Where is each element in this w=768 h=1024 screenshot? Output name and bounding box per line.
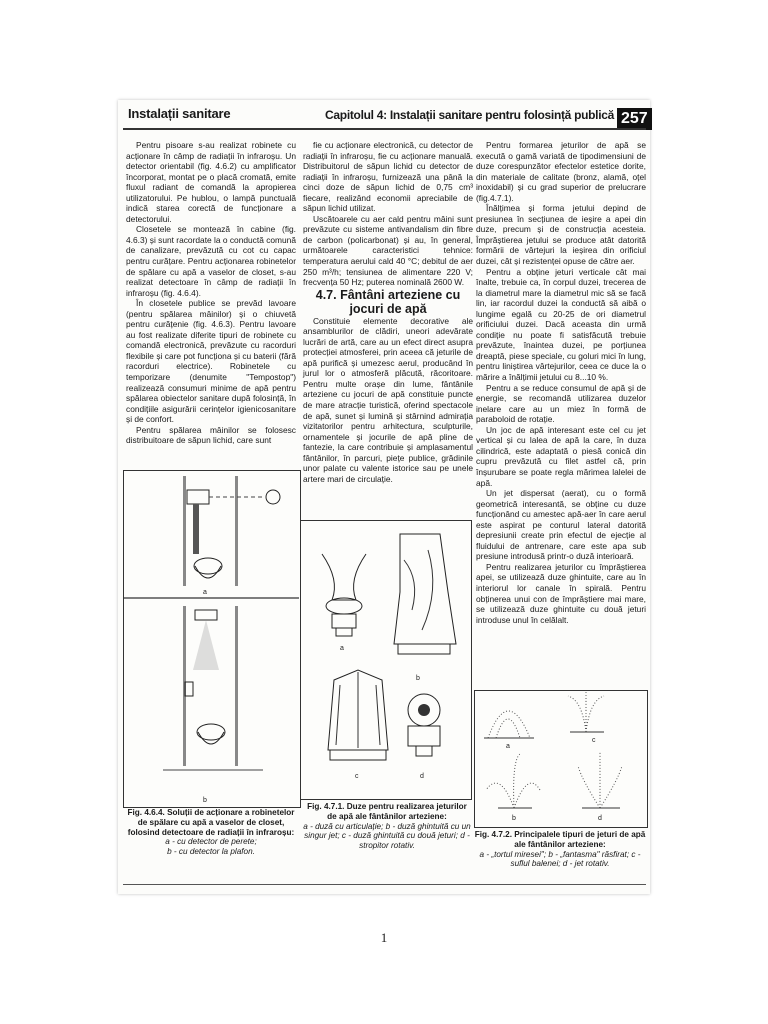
figure-4-7-1-caption [302,802,472,851]
header-rule [123,128,646,130]
paragraph: Înălțimea și forma jetului depind de presiunea în secțiunea de ieșire a apei din duze, precum și de construcția acesteia. Împrăștierea jetului se produce atât datorită formării de vârtejuri la ieșirea din orificiul duzei, cât și rezistenței opuse de către aer. [476,203,646,267]
paragraph: Pentru pisoare s-au realizat robinete cu acționare în câmp de radiații în infraroșu. Un detector orientabil (fig. 4.6.2) cu amplificator încorporat, montat pe o placă cromată, emite fluxul radiant de comandă la apropierea utilizatorului. Pe hublou, o lampă punctuală indică starea corectă de funcționare a detectorului. [126,140,296,224]
text-column-3 [476,140,646,625]
paragraph: Un jet dispersat (aerat), cu o formă geometrică interesantă, se obține cu duze funcționând cu amestec apă-aer în care aerul este aspirat pe conturul lateral datorită depresiunii create prin efectul de ejecție al fluidului de antrenare, care este apa sub presiune introdusă printr-o duză interioară. [476,488,646,562]
figure-4-6-4-caption [126,808,296,857]
running-header-right: Capitolul 4: Instalații sanitare pentru folosință publică [325,108,614,122]
caption-item: a - „tortul miresei"; b - „fantasma" răsfirat; c - suflul balenei; d - jet rotativ. [479,849,641,869]
figure-label-a: a [203,589,207,596]
figure-4-7-1-drawing [300,520,470,798]
figure-4-6-4-drawing [123,470,299,806]
figure-label-a: a [506,743,510,750]
figure-label-b: b [203,797,207,804]
figure-label-c: c [355,773,359,780]
caption-title: Fig. 4.6.4. Soluții de acționare a robinetelor de spălare cu apă a vaselor de closet, folosind detectoare de radiații în infraroșu: [127,808,295,837]
figure-4-7-2-drawing [474,690,646,826]
paragraph: În closetele publice se prevăd lavoare (pentru spălarea mâinilor) și o chiuvetă pentru curățenie (fig. 4.6.3). Pentru lavoare au fost realizate diferite tipuri de robinete cu comandă electronică, prevăzute cu racorduri flexibile și care pot funcționa și cu baterii (fără racorduri electrice). Robinetele cu temporizare (denumite "Tempostop") realizează consumuri minime de apă pentru spălarea obiectelor sanitare după folosință, în condițiile asigurării cerințelor igienicosanitare și de confort. [126,298,296,425]
section-title: 4.7. Fântâni arteziene cu jocuri de apă [315,287,461,316]
paragraph: Pentru formarea jeturilor de apă se execută o gamă variată de tipodimensiuni de duze corespunzător efectelor estetice dorite, din materiale de calitate (bronz, alamă, oțel inoxidabil) și cu grad superior de prelucrare (fig.4.7.1). [476,140,646,203]
footer-rule [123,884,646,885]
figure-label-a: a [340,645,344,652]
caption-item: b - cu detector la plafon. [167,847,255,857]
paragraph: Pentru spălarea mâinilor se folosesc distribuitoare de săpun lichid, care sunt [126,424,296,446]
paragraph: fie cu acționare electronică, cu detector de radiații în infraroșu, fie cu acționare manuală. Distribuitorul de săpun lichid cu detector de radiații în infraroșu, furnizează una până la cinci doze de săpun lichid de 0,75 cm³ fiecare, realizând economii apreciabile de săpun lichid utilizat. [303,140,473,214]
paragraph: Pentru realizarea jeturilor cu împrăștierea apei, se utilizează duze ghintuite, care au în interiorul lor canale în spirală. Pentru obținerea unui con de împrăștiere mai mare, se utilizează duze ghintuite cu două jeturi introduse unul în celălalt. [476,561,646,625]
paragraph: Constituie elemente decorative ale ansamblurilor de clădiri, uneori adevărate lucrări de artă, care au un efect direct asupra protecției atmosferei, prin aceea că jeturile de apă purifică și umezesc aerul, producând în jurul lor o atmosferă plăcută, răcoritoare. Pentru multe orașe din lume, fântânile arteziene cu jocuri de apă constituie puncte de mare atracție turistică, oferind spectacole de apă, sunet și lumină și stârnind admirația vizitatorilor pentru arhitectura, sculpturile, ornamentele și jocurile de apă pline de fantezie, la care contribuie și amplasamentul fântânilor, în parcuri, piețe publice, grădinile unor palate cu valente istorice sau pe unele artere mari de circulație. [303,315,473,484]
footer-page-number: 1 [380,930,388,945]
paragraph: Closetele se montează în cabine (fig. 4.6.3) și sunt racordate la o conductă comună de canalizare, prevăzută cu cot cu capac pentru curățare. Pentru acționarea robinetelor de spălare cu apă a vaselor de closet, s-au realizat detectoare în câmp de radiații în infraroșu (fig. 4.6.4). [126,224,296,298]
caption-title: Fig. 4.7.2. Principalele tipuri de jeturi de apă ale fântânilor arteziene: [474,830,646,849]
figure-label-c: c [592,737,596,744]
text-column-1 [126,140,296,446]
paragraph: Uscătoarele cu aer cald pentru mâini sunt prevăzute cu sisteme antivandalism din fibre de carbon (policarbonat) și au, în general, următoarele caracteristici tehnice: temperatura aerului cald 40 °C; debitul de aer 250 m³/h; tensiunea de alimentare 220 V; frecvența 50 Hz; puterea nominală 2600 W. [303,213,473,288]
running-header-left: Instalații sanitare [128,106,231,121]
page-number-badge: 257 [617,108,652,130]
figure-label-b: b [512,815,516,822]
figure-label-b: b [416,675,420,682]
caption-item: a - cu detector de perete; [165,837,257,847]
figure-label-d: d [420,773,424,780]
figure-label-d: d [598,815,602,822]
paragraph: Pentru a obține jeturi verticale cât mai înalte, trebuie ca, în corpul duzei, trecerea de la diametrul mare la diametrul mic să se facă lin, iar racordul duzei la conductă să aibă o lungime egală cu 20-25 de ori diametrul orificiului duzei. Dacă aceasta din urmă condiție nu poate fi satisfăcută trebuie prevăzute, înaintea duzei, pe porțiunea dreaptă, piese speciale, cu goluri mici în lung, pentru liniștirea vârtejurilor, ceea ce duce la o mărire a înălțimii jetului cu 8...10 %. [476,266,646,383]
text-column-2 [303,140,473,484]
paragraph: Pentru a se reduce consumul de apă și de energie, se recomandă utilizarea duzelor inelare care au un miez în formă de paraboloid de rotație. [476,382,646,425]
caption-title: Fig. 4.7.1. Duze pentru realizarea jeturilor de apă ale fântânilor arteziene: [307,802,467,821]
caption-item: a - duză cu articulație; b - duză ghintuită cu un singur jet; c - duză ghintuită cu două jeturi; d - stropitor rotativ. [303,821,471,851]
paragraph: Un joc de apă interesant este cel cu jet vertical și cu lalea de apă la care, în duza cilindrică, este adaptată o piesă conică din cupru prevăzută cu filet astfel că, prin înșurubare se poate regla mărimea lalelei de apă. [476,424,646,488]
figure-4-7-2-caption [474,830,646,869]
